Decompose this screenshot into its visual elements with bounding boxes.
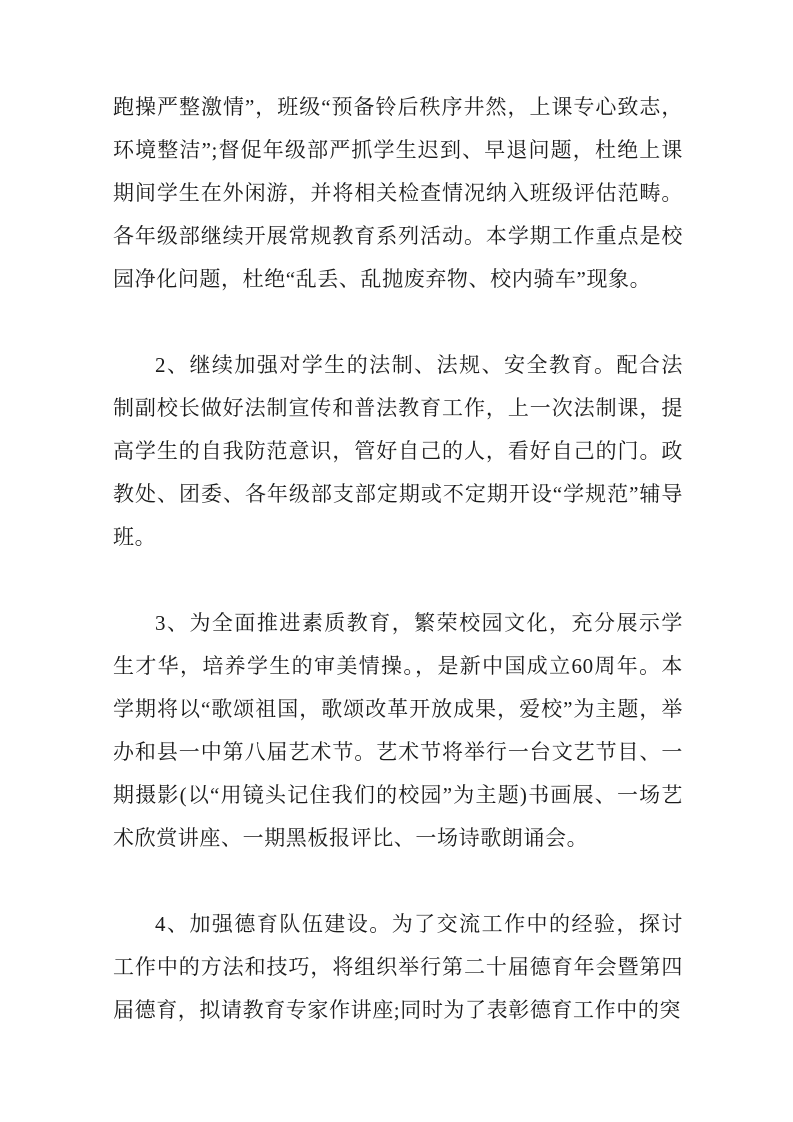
paragraph-1: 跑操严整激情”，班级“预备铃后秩序井然，上课专心致志，环境整洁”;督促年级部严抓学生迟到、早退问题，杜绝上课期间学生在外闲游，并将相关检查情况纳入班级评估范畴。各年级部继续开展常规教育系列活动。本学期工作重点是校园净化问题，杜绝“乱丢、乱抛废弃物、校内骑车”现象。: [113, 95, 683, 291]
paragraph-2: 2、继续加强对学生的法制、法规、安全教育。配合法制副校长做好法制宣传和普法教育工作，上一次法制课，提高学生的自我防范意识，管好自己的人，看好自己的门。政教处、团委、各年级部支部定期或不定期开设“学规范”辅导班。: [113, 353, 683, 549]
document-body: [113, 86, 683, 1032]
paragraph-4: 4、加强德育队伍建设。为了交流工作中的经验，探讨工作中的方法和技巧，将组织举行第二十届德育年会暨第四届德育，拟请教育专家作讲座;同时为了表彰德育工作中的突: [113, 912, 683, 1022]
paragraph-3: 3、为全面推进素质教育，繁荣校园文化，充分展示学生才华，培养学生的审美情操。，是新中国成立60周年。本学期将以“歌颂祖国，歌颂改革开放成果，爱校”为主题，举办和县一中第八届艺术节。艺术节将举行一台文艺节目、一期摄影(以“用镜头记住我们的校园”为主题)书画展、一场艺术欣赏讲座、一期黑板报评比、一场诗歌朗诵会。: [113, 611, 683, 850]
